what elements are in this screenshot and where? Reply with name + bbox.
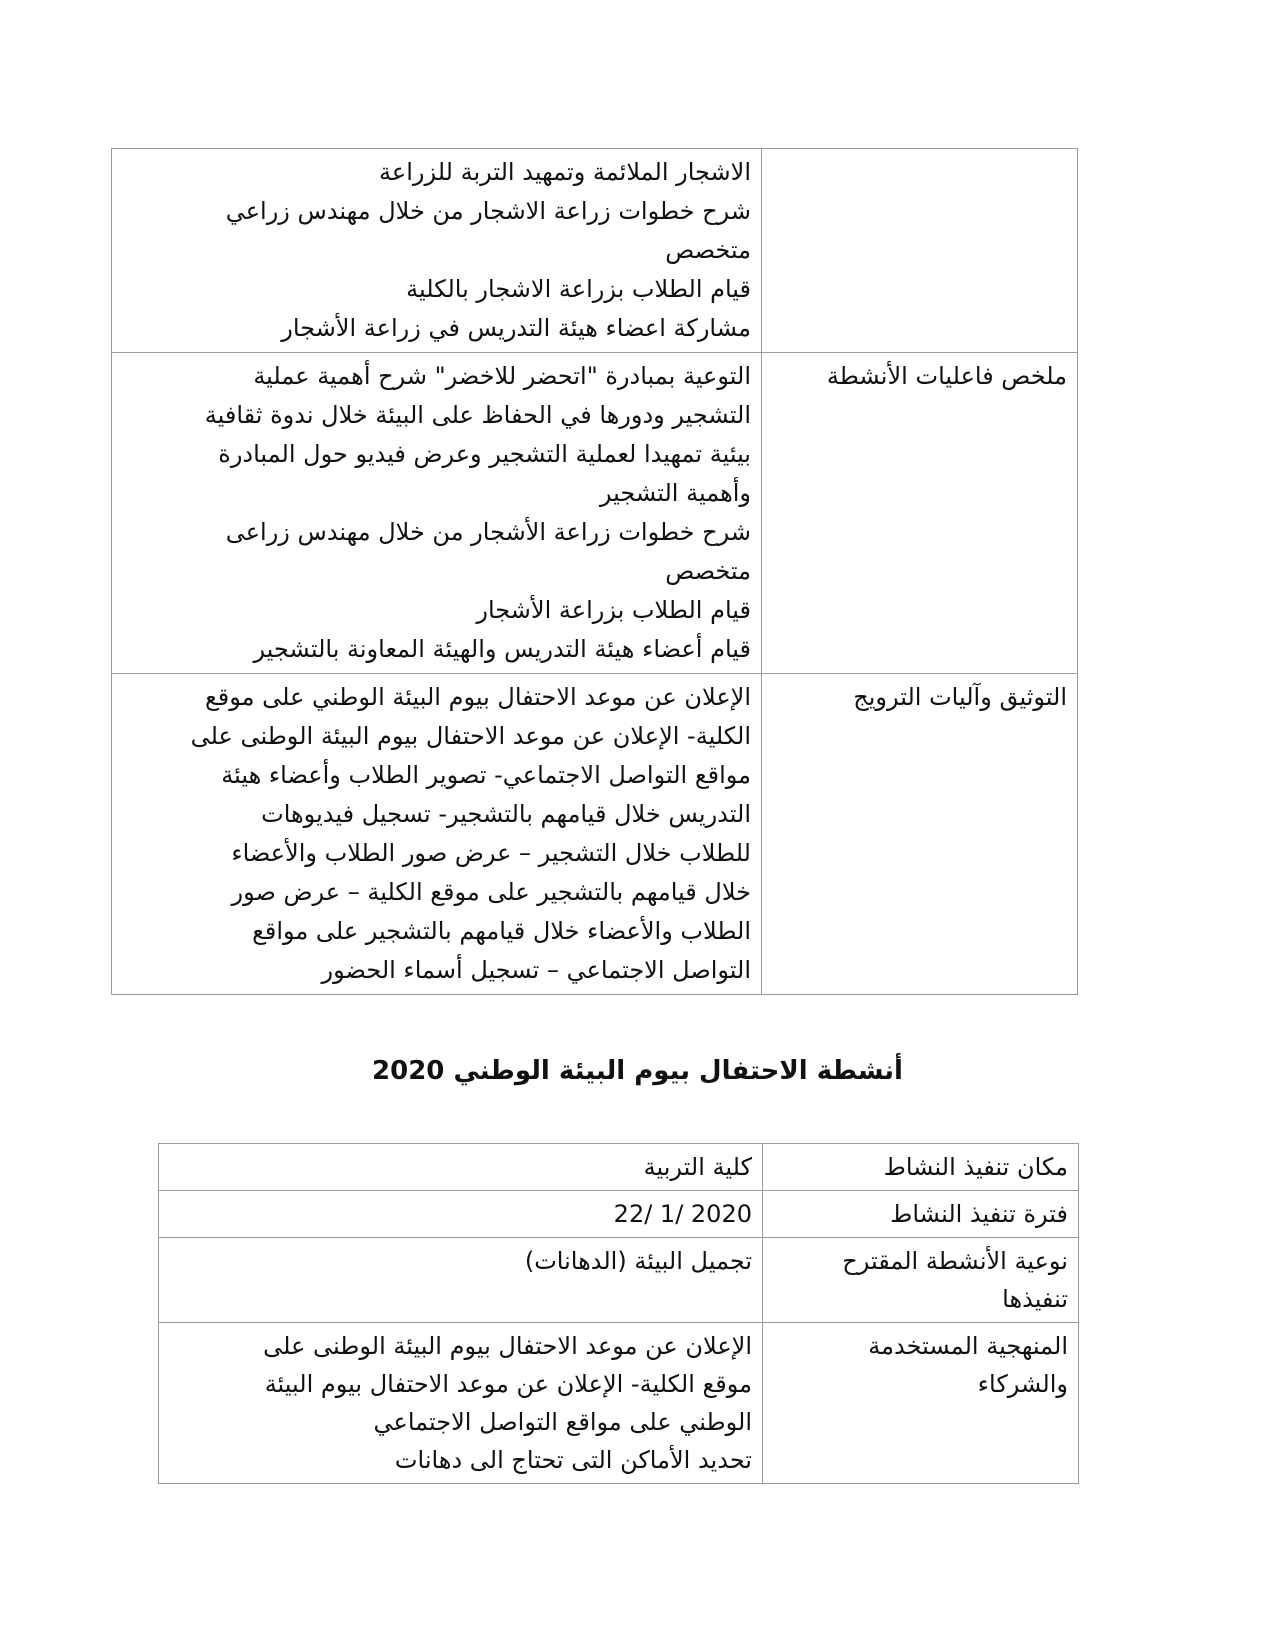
row-label: تنفيذها <box>1002 1285 1068 1313</box>
row-label-cell <box>762 353 1078 674</box>
row-label: نوعية الأنشطة المقترح <box>842 1247 1068 1275</box>
row-label: ملخص فاعليات الأنشطة <box>826 362 1067 390</box>
row-label-cell <box>762 674 1078 995</box>
row-label: التوثيق وآليات الترويج <box>853 683 1067 711</box>
table-row <box>112 674 1078 995</box>
table-row <box>112 353 1078 674</box>
content-line: قيام الطلاب بزراعة الاشجار بالكلية <box>406 275 751 303</box>
content-line: الإعلان عن موعد الاحتفال بيوم البيئة الوطني على موقع <box>205 683 751 711</box>
row-label: فترة تنفيذ النشاط <box>890 1200 1068 1228</box>
table-row <box>159 1191 1079 1238</box>
content-line: الكلية- الإعلان عن موعد الاحتفال بيوم البيئة الوطنى على <box>190 722 751 750</box>
table-row <box>112 149 1078 353</box>
content-line: الإعلان عن موعد الاحتفال بيوم البيئة الوطنى على <box>263 1332 752 1360</box>
content-line: التواصل الاجتماعي – تسجيل أسماء الحضور <box>321 956 751 984</box>
table-row <box>159 1238 1079 1323</box>
content-line: شرح خطوات زراعة الاشجار من خلال مهندس زراعي <box>225 197 751 225</box>
activity-details-table <box>158 1143 1079 1484</box>
content-line: التدريس خلال قيامهم بالتشجير- تسجيل فيديوهات <box>261 800 751 828</box>
row-label: المنهجية المستخدمة <box>868 1332 1068 1360</box>
activities-summary-table <box>111 148 1078 995</box>
row-content-cell <box>112 149 762 353</box>
row-label-cell <box>763 1323 1079 1484</box>
row-content-cell <box>112 353 762 674</box>
row-label: والشركاء <box>977 1370 1068 1398</box>
content-line: مواقع التواصل الاجتماعي- تصوير الطلاب وأعضاء هيئة <box>221 761 751 789</box>
row-label: مكان تنفيذ النشاط <box>883 1153 1068 1181</box>
row-label-cell <box>763 1238 1079 1323</box>
content-line: للطلاب خلال التشجير – عرض صور الطلاب والأعضاء <box>231 839 751 867</box>
content-line: قيام أعضاء هيئة التدريس والهيئة المعاونة بالتشجير <box>253 635 751 663</box>
section-title: أنشطة الاحتفال بيوم البيئة الوطني 2020 <box>372 1056 903 1086</box>
content-line: متخصص <box>665 557 751 585</box>
row-content-cell <box>159 1191 763 1238</box>
row-content-cell <box>159 1144 763 1191</box>
content-line: موقع الكلية- الإعلان عن موعد الاحتفال بيوم البيئة <box>264 1370 752 1398</box>
content-line: خلال قيامهم بالتشجير على موقع الكلية – عرض صور <box>231 878 751 906</box>
content-line: الاشجار الملائمة وتمهيد التربة للزراعة <box>379 158 751 186</box>
row-label-cell <box>763 1144 1079 1191</box>
row-label-cell <box>762 149 1078 353</box>
content-line: كلية التربية <box>643 1153 752 1181</box>
row-content-cell <box>159 1238 763 1323</box>
content-line: متخصص <box>665 236 751 264</box>
content-line: الطلاب والأعضاء خلال قيامهم بالتشجير على مواقع <box>252 917 751 945</box>
content-line: قيام الطلاب بزراعة الأشجار <box>476 596 751 624</box>
row-content-cell <box>159 1323 763 1484</box>
row-label-cell <box>763 1191 1079 1238</box>
content-line: وأهمية التشجير <box>599 479 751 507</box>
content-line: 22/ 1/ 2020 <box>613 1200 752 1228</box>
table-row <box>159 1323 1079 1484</box>
content-line: شرح خطوات زراعة الأشجار من خلال مهندس زراعى <box>225 518 751 546</box>
row-content-cell <box>112 674 762 995</box>
content-line: بيئية تمهيدا لعملية التشجير وعرض فيديو حول المبادرة <box>218 440 751 468</box>
content-line: التشجير ودورها في الحفاظ على البيئة خلال ندوة ثقافية <box>204 401 751 429</box>
content-line: تجميل البيئة (الدهانات) <box>524 1247 752 1275</box>
content-line: مشاركة اعضاء هيئة التدريس في زراعة الأشجار <box>281 314 751 342</box>
table-row <box>159 1144 1079 1191</box>
content-line: الوطني على مواقع التواصل الاجتماعي <box>373 1408 752 1436</box>
content-line: تحديد الأماكن التى تحتاج الى دهانات <box>394 1446 752 1474</box>
content-line: التوعية بمبادرة "اتحضر للاخضر" شرح أهمية عملية <box>253 362 751 390</box>
